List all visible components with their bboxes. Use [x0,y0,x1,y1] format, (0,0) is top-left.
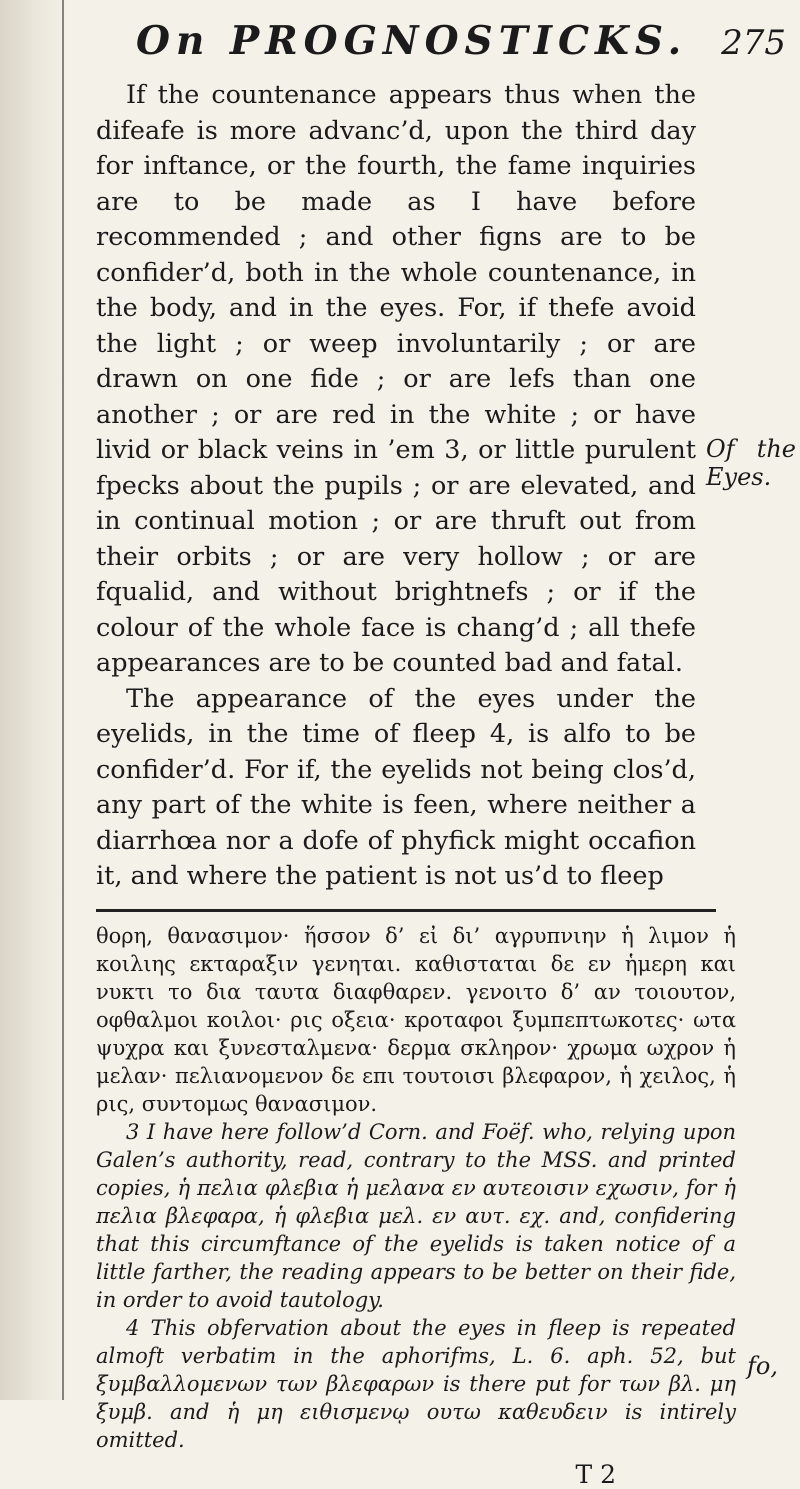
running-head: On PROGNOSTICKS. [136,18,688,64]
binding-edge-line [62,0,64,1400]
footnote-greek-text: θορη, θανασιμον· ἥσσον δ’ εἰ δι’ αγρυπνιην ἡ λιμον ἡ κοιλιης εκταραξιν γενηται. καθισταται δε εν ἡμερη και νυκτι το δια ταυτα διαφθαρεν. γενοιτο δ’ αν τοιουτον, οφθαλμοι κοιλοι· ρις οξεια· κροταφοι ξυμπεπτωκοτες· ωτα ψυχρα και ξυνεσταλμενα· δερμα σκληρον· χρωμα ωχρον ἡ μελαν· πελιανομενον δε επι τουτοισι βλεφαρον, ἡ χειλος, ἡ ρις, συντομως θανασιμον. [96,923,736,1116]
paragraph-eyelids: The appearance of the eyes under the eyelids, in the time of fleep 4, is alfo to be confider’d. For if, the eyelids not being clos’d, any part of the white is feen, where neither a diarrhœa nor a dofe of phyfick might occafion it, and where the patient is not us’d to fleep [96,683,696,891]
page-number: 275 [721,23,786,63]
binding-gutter [0,0,70,1400]
footnote-3: 3 I have here follow’d Corn. and Foëf. who, relying upon Galen’s authority, read, contrary to the MSS. and printed copies, ἡ πελια φλεβια ἡ μελανα εν αυτεοισιν εχωσιν, for ἡ πελια βλεφαρα, ἡ φλεβια μελ. εν αυτ. εχ. and, confidering that this circumftance of the eyelids is taken notice of a little farther, the reading appears to be better on their fide, in order to avoid tautology. [96,1119,736,1312]
footnote-4: 4 This obfervation about the eyes in fleep is repeated almoft verbatim in the aphorifms, L. 6. aph. 52, but ξυμβαλλομενων των βλεφαρων is there put for των βλ. μη ξυμβ. and ἡ μη ειθισμενῳ ουτω καθευδειν is intirely omitted. [96,1315,736,1452]
paragraph-countenance: If the countenance appears thus when the difeafe is more advanc’d, upon the third day for inftance, or the fourth, the fame inquiries are to be made as I have before recommended ; and other figns are to be confider’d, both in the whole countenance, in the body, and in the eyes. For, if thefe avoid the light ; or weep involuntarily ; or are drawn on one fide ; or are lefs than one another ; or are red in the white ; or have livid or black veins in ’em 3, or little purulent fpecks about the pupils ; or are elevated, and in continual motion ; or are thruft out from their orbits ; or are very hollow ; or are fqualid, and without brightnefs ; or if the colour of the whole face is chang’d ; all thefe appearances are to be counted bad and fatal. [96,80,696,678]
margin-note: Of the Eyes. [706,435,796,491]
book-page [96,18,796,1489]
signature-mark: T 2 [575,1459,616,1489]
footnote-rule [96,909,716,912]
main-text [96,78,796,895]
catchword: fo, [747,1352,778,1380]
page-header [96,18,786,78]
footnotes [96,922,736,1454]
